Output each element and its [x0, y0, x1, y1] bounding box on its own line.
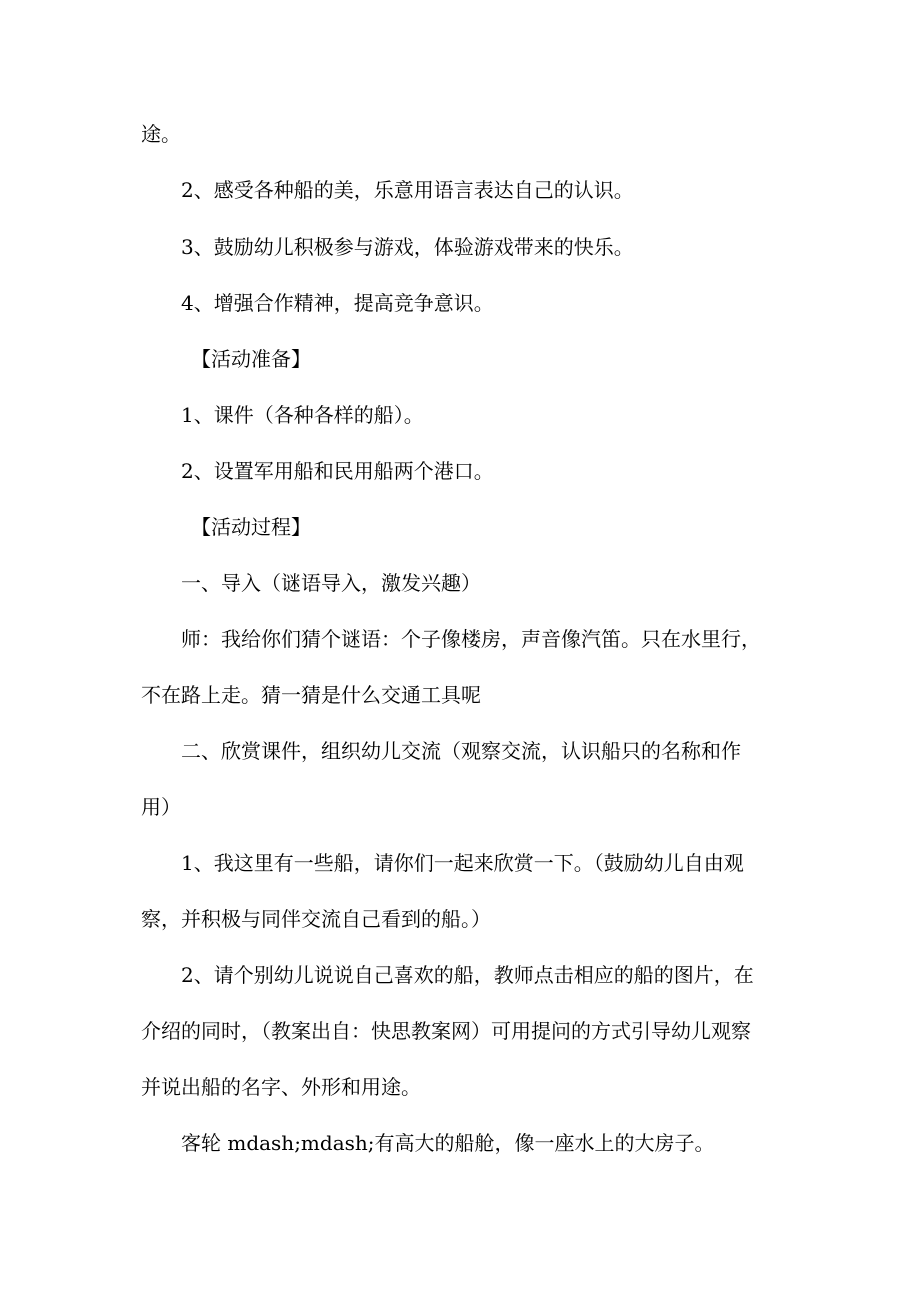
text-line: 途。 [141, 122, 181, 146]
list-item: 4、增强合作精神，提高竞争意识。 [181, 291, 494, 315]
section-heading: 【活动准备】 [191, 347, 311, 371]
text-line: 一、导入（谜语导入，激发兴趣） [181, 571, 481, 595]
text-line: 2、请个别幼儿说说自己喜欢的船，教师点击相应的船的图片，在 [181, 963, 754, 987]
text-line: 察，并积极与同伴交流自己看到的船。） [141, 907, 491, 931]
section-heading: 【活动过程】 [191, 515, 311, 539]
text-line: 用） [141, 795, 181, 819]
list-item: 2、感受各种船的美，乐意用语言表达自己的认识。 [181, 178, 634, 202]
text-line: 并说出船的名字、外形和用途。 [141, 1075, 421, 1099]
text-line: 介绍的同时，（教案出自：快思教案网）可用提问的方式引导幼儿观察 [141, 1019, 751, 1043]
list-item: 3、鼓励幼儿积极参与游戏，体验游戏带来的快乐。 [181, 235, 634, 259]
text-line: 客轮 mdash;mdash;有高大的船舱，像一座水上的大房子。 [181, 1131, 715, 1155]
list-item: 2、设置军用船和民用船两个港口。 [181, 459, 494, 483]
text-line: 1、我这里有一些船，请你们一起来欣赏一下。（鼓励幼儿自由观 [181, 851, 744, 875]
list-item: 1、课件（各种各样的船）。 [181, 403, 424, 427]
text-line: 不在路上走。猜一猜是什么交通工具呢 [141, 683, 481, 707]
text-line: 师：我给你们猜个谜语：个子像楼房，声音像汽笛。只在水里行， [181, 627, 761, 651]
text-line: 二、欣赏课件，组织幼儿交流（观察交流，认识船只的名称和作 [181, 739, 741, 763]
